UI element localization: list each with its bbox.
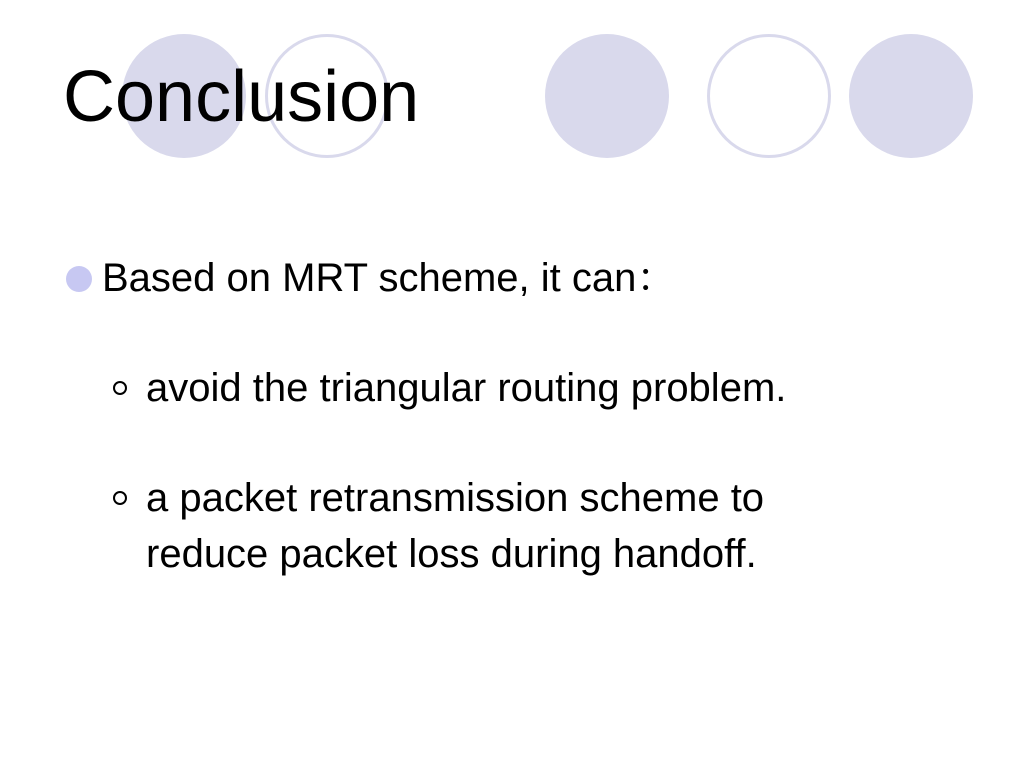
- sub-bullet-line: reduce packet loss during handoff.: [146, 532, 757, 576]
- sub-bullet-ring-icon: [113, 491, 127, 505]
- bullet-dot-icon: [66, 266, 92, 292]
- slide-title: Conclusion: [63, 57, 420, 137]
- decorative-circle-outline-2: [707, 34, 831, 158]
- sub-bullet-text: [146, 470, 764, 582]
- decorative-circle-filled-2: [545, 34, 669, 158]
- sub-bullet-ring-icon: [113, 381, 127, 395]
- sub-bullet-line: a packet retransmission scheme to: [146, 476, 765, 520]
- sub-bullet-line: avoid the triangular routing problem.: [146, 366, 787, 410]
- sub-bullet-text: [146, 360, 786, 416]
- decorative-circle-filled-3: [849, 34, 973, 158]
- bullet-text: Based on MRT scheme, it can：: [102, 256, 677, 300]
